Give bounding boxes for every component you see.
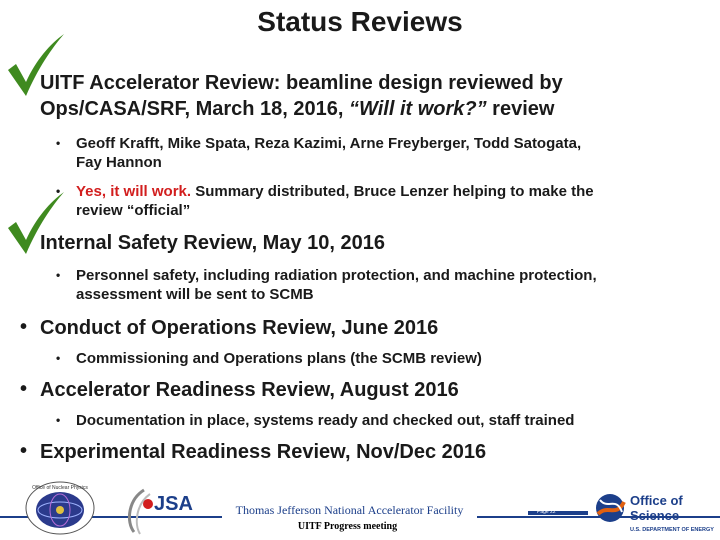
logo-caption: Office of Nuclear Physics bbox=[32, 485, 88, 491]
sub-item-line: assessment will be sent to SCMB bbox=[76, 286, 314, 303]
bullet: • bbox=[20, 316, 28, 338]
sub-item-arr: Documentation in place, systems ready and checked out, staff trained bbox=[76, 412, 575, 429]
review-item-arr: Accelerator Readiness Review, August 2016 bbox=[40, 379, 459, 401]
jsa-logo bbox=[120, 482, 210, 538]
logo-office-line2: Science bbox=[630, 508, 680, 523]
facility-name: Thomas Jefferson National Accelerator Facility bbox=[222, 503, 477, 518]
sub-item-reviewers bbox=[76, 134, 581, 172]
review-item-err: Experimental Readiness Review, Nov/Dec 2016 bbox=[40, 441, 487, 463]
review-item-safety: Internal Safety Review, May 10, 2016 bbox=[40, 232, 385, 254]
sub-bullet: • bbox=[56, 413, 61, 427]
sub-item-safety bbox=[76, 266, 597, 304]
nuclear-physics-logo bbox=[24, 480, 96, 536]
sub-item-line: Geoff Krafft, Mike Spata, Reza Kazimi, Arne Freyberger, Todd Satogata, bbox=[76, 135, 582, 152]
sub-text: Summary distributed, Bruce Lenzer helping to make the bbox=[191, 183, 594, 200]
sub-item-line bbox=[76, 182, 594, 201]
review-text: review bbox=[486, 98, 555, 120]
review-item-conops: Conduct of Operations Review, June 2016 bbox=[40, 317, 439, 339]
page-title: Status Reviews bbox=[257, 6, 463, 37]
sub-bullet: • bbox=[56, 351, 61, 365]
sub-item-line: Personnel safety, including radiation protection, and machine protection, bbox=[76, 267, 597, 284]
review-item-line bbox=[40, 96, 563, 122]
meeting-name: UITF Progress meeting bbox=[297, 521, 398, 532]
review-text: Ops/CASA/SRF, March 18, 2016, bbox=[40, 98, 350, 120]
sub-item-conops: Commissioning and Operations plans (the SCMB review) bbox=[76, 350, 482, 367]
review-quote: “Will it work?” bbox=[349, 98, 487, 120]
sub-item-line: Fay Hannon bbox=[76, 154, 162, 171]
bullet: • bbox=[20, 378, 28, 400]
sub-item-line: review “official” bbox=[76, 202, 191, 219]
review-item-uitf bbox=[40, 70, 563, 122]
logo-doe: U.S. DEPARTMENT OF ENERGY bbox=[630, 527, 714, 533]
logo-office-line1: Office of bbox=[630, 493, 683, 508]
sub-item-summary bbox=[76, 182, 594, 220]
highlight-text: Yes, it will work. bbox=[76, 183, 192, 200]
review-item-line: UITF Accelerator Review: beamline design reviewed by bbox=[40, 72, 563, 94]
sub-bullet: • bbox=[56, 184, 61, 198]
bullet: • bbox=[20, 440, 28, 462]
sub-bullet: • bbox=[56, 136, 61, 150]
jsa-logo-text: JSA bbox=[154, 493, 193, 515]
page-number: Page 22 bbox=[537, 509, 556, 515]
office-of-science-logo bbox=[594, 488, 716, 536]
sub-bullet: • bbox=[56, 268, 61, 282]
